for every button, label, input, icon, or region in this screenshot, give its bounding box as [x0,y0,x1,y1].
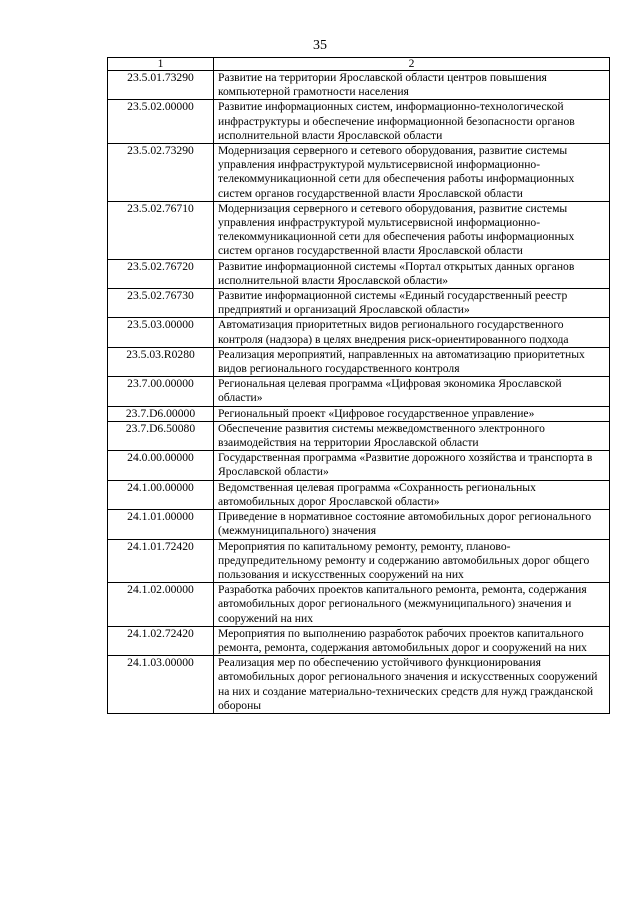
table-header-row [108,58,610,71]
row-code: 23.5.02.76720 [108,259,214,288]
row-name: Мероприятия по капитальному ремонту, ремонту, планово-предупредительному ремонту и содержанию автомобильных дорог общего пользования и искусственных сооружений на них [214,539,610,583]
table-row [108,201,610,259]
table-row [108,451,610,480]
budget-code-table [107,57,610,714]
row-name: Ведомственная целевая программа «Сохранность региональных автомобильных дорог Ярославской области» [214,480,610,509]
row-name: Реализация мер по обеспечению устойчивого функционирования автомобильных дорог регионального значения и искусственных сооружений на них и создание материально-технических средств для нужд гражданской обороны [214,656,610,714]
row-code: 24.1.01.72420 [108,539,214,583]
row-name: Разработка рабочих проектов капитального ремонта, ремонта, содержания автомобильных дорог регионального (межмуниципального) значения и сооружений на них [214,583,610,627]
row-name: Государственная программа «Развитие дорожного хозяйства и транспорта в Ярославской области» [214,451,610,480]
row-name: Автоматизация приоритетных видов регионального государственного контроля (надзора) в целях внедрения риск-ориентированного подхода [214,318,610,347]
row-name: Реализация мероприятий, направленных на автоматизацию приоритетных видов регионального государственного контроля [214,347,610,376]
table-row [108,406,610,421]
column-header-2: 2 [214,58,610,71]
table-row [108,626,610,655]
row-code: 24.1.02.72420 [108,626,214,655]
table-row [108,583,610,627]
row-name: Развитие на территории Ярославской области центров повышения компьютерной грамотности населения [214,71,610,100]
row-name: Модернизация серверного и сетевого оборудования, развитие системы управления инфраструктурой мультисервисной информационно-телекоммуникационной сети для обеспечения работы информационных систем органов государственной власти Ярославской области [214,201,610,259]
row-code: 23.7.00.00000 [108,377,214,406]
row-code: 23.5.03.R0280 [108,347,214,376]
row-code: 24.0.00.00000 [108,451,214,480]
row-name: Региональная целевая программа «Цифровая экономика Ярославской области» [214,377,610,406]
row-code: 24.1.03.00000 [108,656,214,714]
table-row [108,656,610,714]
row-code: 24.1.01.00000 [108,510,214,539]
row-code: 23.5.03.00000 [108,318,214,347]
row-code: 24.1.02.00000 [108,583,214,627]
page-number: 35 [313,38,327,53]
row-name: Развитие информационной системы «Портал открытых данных органов исполнительной власти Ярославской области» [214,259,610,288]
row-code: 24.1.00.00000 [108,480,214,509]
table-row [108,71,610,100]
row-name: Развитие информационной системы «Единый государственный реестр предприятий и организаций Ярославской области» [214,289,610,318]
row-name: Обеспечение развития системы межведомственного электронного взаимодействия на территории Ярославской области [214,421,610,450]
table-row [108,259,610,288]
row-code: 23.7.D6.50080 [108,421,214,450]
table-row [108,144,610,202]
row-name: Региональный проект «Цифровое государственное управление» [214,406,610,421]
table-row [108,347,610,376]
row-code: 23.5.02.76730 [108,289,214,318]
row-code: 23.7.D6.00000 [108,406,214,421]
table-row [108,539,610,583]
row-name: Развитие информационных систем, информационно-технологической инфраструктуры и обеспечение информационной безопасности органов исполнительной власти Ярославской области [214,100,610,144]
column-header-1: 1 [108,58,214,71]
table-row [108,318,610,347]
row-name: Модернизация серверного и сетевого оборудования, развитие системы управления инфраструктурой мультисервисной информационно-телекоммуникационной сети для обеспечения работы информационных систем органов государственной власти Ярославской области [214,144,610,202]
row-name: Мероприятия по выполнению разработок рабочих проектов капитального ремонта, ремонта, содержания автомобильных дорог и сооружений на них [214,626,610,655]
row-code: 23.5.02.73290 [108,144,214,202]
row-code: 23.5.02.00000 [108,100,214,144]
table-row [108,421,610,450]
row-code: 23.5.02.76710 [108,201,214,259]
table-row [108,100,610,144]
row-name: Приведение в нормативное состояние автомобильных дорог регионального (межмуниципального) значения [214,510,610,539]
row-code: 23.5.01.73290 [108,71,214,100]
table-row [108,377,610,406]
table-row [108,480,610,509]
table-row [108,510,610,539]
table-row [108,289,610,318]
